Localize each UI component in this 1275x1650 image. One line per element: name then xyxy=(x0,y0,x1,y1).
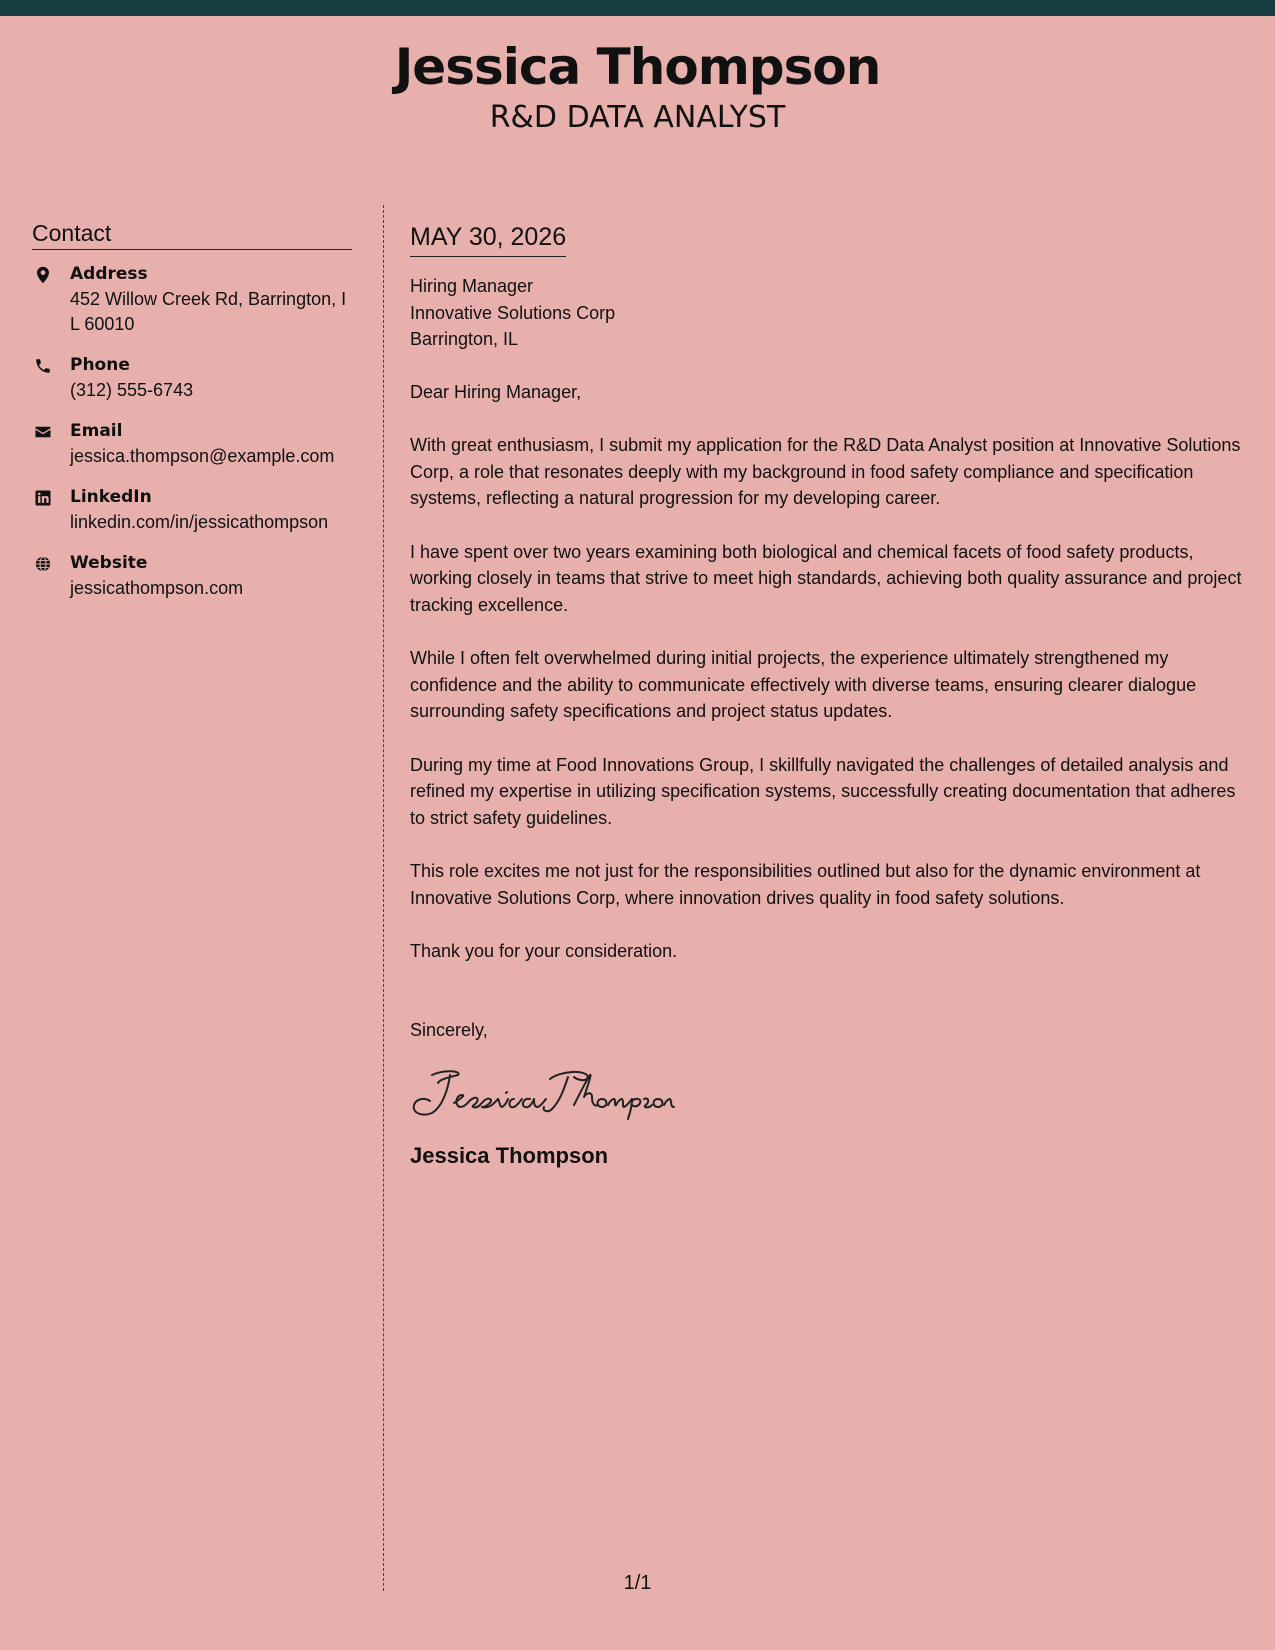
recipient-line: Barrington, IL xyxy=(410,329,519,349)
phone-icon xyxy=(34,357,52,375)
map-pin-icon xyxy=(34,266,52,284)
contact-item-linkedin xyxy=(32,485,352,535)
contact-value: jessica.thompson@example.com xyxy=(70,446,335,466)
letter-paragraph: While I often felt overwhelmed during initial projects, the experience ultimately strengthened my confidence and the ability to communicate effectively with diverse teams, ensuring clearer dialogue surrounding safety specifications and project status updates. xyxy=(410,648,1197,721)
globe-icon xyxy=(34,555,52,573)
contact-item-website xyxy=(32,551,352,601)
envelope-icon xyxy=(34,423,52,441)
recipient-line: Innovative Solutions Corp xyxy=(410,302,616,323)
contact-sidebar xyxy=(32,220,352,617)
page-number: 1/1 xyxy=(623,1572,652,1594)
contact-value: (312) 555-6743 xyxy=(70,380,194,400)
contact-label: Email xyxy=(70,421,123,441)
signed-name: Jessica Thompson xyxy=(410,1143,609,1168)
contact-label: Phone xyxy=(70,355,130,375)
contact-value: linkedin.com/in/jessicathompson xyxy=(70,512,329,532)
top-accent-bar xyxy=(0,0,1275,16)
column-divider xyxy=(383,205,384,1591)
contact-value: jessicathompson.com xyxy=(70,578,244,598)
letter-paragraph: With great enthusiasm, I submit my application for the R&D Data Analyst position at Innovative Solutions Corp, a role that resonates deeply with my background in food safety compliance and specification systems, reflecting a natural progression for my developing career. xyxy=(410,435,1241,508)
contact-item-phone xyxy=(32,353,352,403)
job-title: R&D DATA ANALYST xyxy=(489,100,786,135)
letter-body xyxy=(410,220,1250,1170)
contact-label: Address xyxy=(70,264,148,284)
contact-item-address xyxy=(32,262,352,337)
applicant-name: Jessica Thompson xyxy=(394,38,881,96)
recipient-block xyxy=(410,273,1250,353)
letter-paragraph: I have spent over two years examining both biological and chemical facets of food safety products, working closely in teams that strive to meet high standards, achieving both quality assurance and project tracking excellence. xyxy=(410,541,1242,615)
thanks-line: Thank you for your consideration. xyxy=(410,941,678,961)
contact-label: LinkedIn xyxy=(70,487,152,507)
contact-heading: Contact xyxy=(32,220,352,250)
letter-date: MAY 30, 2026 xyxy=(410,225,566,257)
salutation: Dear Hiring Manager, xyxy=(410,381,582,402)
contact-value: 452 Willow Creek Rd, Barrington, IL 60010 xyxy=(70,289,347,334)
linkedin-icon xyxy=(34,489,52,507)
letter-paragraph: During my time at Food Innovations Group, I skillfully navigated the challenges of detailed analysis and refined my expertise in utilizing specification systems, successfully creating documentation that adheres to strict safety guidelines. xyxy=(410,754,1236,828)
recipient-line: Hiring Manager xyxy=(410,276,534,296)
closing: Sincerely, xyxy=(410,1019,488,1040)
contact-label: Website xyxy=(70,553,148,573)
contact-item-email xyxy=(32,419,352,469)
page-header xyxy=(0,16,1275,155)
letter-paragraph: This role excites me not just for the responsibilities outlined but also for the dynamic environment at Innovative Solutions Corp, where innovation drives quality in food safety solutions. xyxy=(410,861,1201,908)
handwritten-signature xyxy=(410,1065,675,1121)
